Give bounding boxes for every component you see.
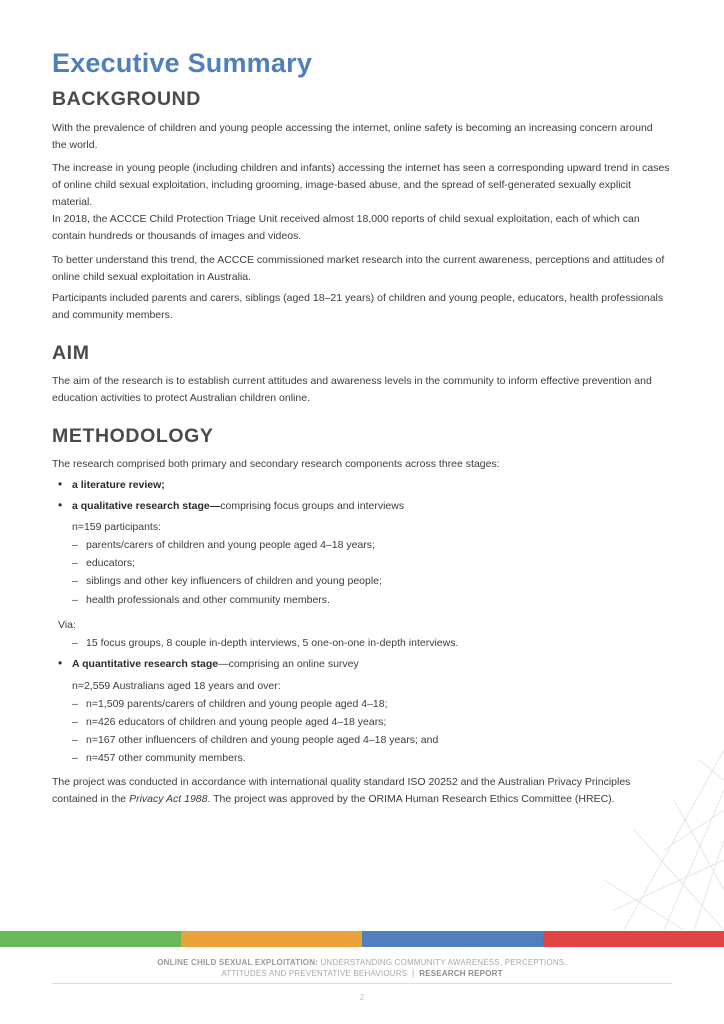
dash-marker: – bbox=[72, 557, 78, 569]
heading-methodology: METHODOLOGY bbox=[52, 425, 214, 447]
dash-marker: – bbox=[72, 575, 78, 587]
quant-list-item: n=167 other influencers of children and young people aged 4–18 years; and bbox=[86, 734, 439, 746]
page-number: 2 bbox=[359, 993, 365, 1002]
background-paragraph: The increase in young people (including children and infants) accessing the internet has seen a corresponding upward trend in cases of online child sexual exploitation, including grooming, image-based abuse, and the spread of self-generated sexually explicit material. bbox=[52, 162, 670, 208]
bullet-qualitative-stage: a qualitative research stage—comprising focus groups and interviews bbox=[72, 500, 405, 512]
via-item: 15 focus groups, 8 couple in-depth interviews, 5 one-on-one in-depth interviews. bbox=[86, 637, 459, 649]
dash-marker: – bbox=[72, 734, 78, 746]
closing-line-2: contained in the Privacy Act 1988. The project was approved by the ORIMA Human Research Ethics Committee (HREC). bbox=[52, 793, 615, 805]
heading-background: BACKGROUND bbox=[52, 88, 201, 110]
dash-marker: – bbox=[72, 698, 78, 710]
bullet-dot: • bbox=[58, 477, 63, 491]
bullet-dot: • bbox=[58, 498, 63, 512]
footer-title: ONLINE CHILD SEXUAL EXPLOITATION: UNDERSTANDING COMMUNITY AWARENESS, PERCEPTIONS, ATTITUDES AND PREVENTATIVE BEHAVIOURS | RESEARCH REPORT bbox=[157, 958, 567, 978]
qual-list-item: educators; bbox=[86, 557, 136, 569]
dash-marker: – bbox=[72, 716, 78, 728]
quant-list-item: n=426 educators of children and young people aged 4–18 years; bbox=[86, 716, 387, 728]
qualitative-participants: n=159 participants: bbox=[72, 521, 162, 533]
bar-red bbox=[543, 931, 724, 947]
bullet-literature-review: a literature review; bbox=[72, 479, 165, 491]
heading-aim: AIM bbox=[52, 342, 90, 364]
bar-green bbox=[0, 931, 181, 947]
bar-blue bbox=[362, 931, 543, 947]
footer-divider bbox=[52, 983, 672, 984]
bullet-dot: • bbox=[58, 656, 63, 670]
decorative-line-pattern bbox=[604, 740, 724, 930]
quantitative-participants: n=2,559 Australians aged 18 years and over: bbox=[72, 680, 281, 692]
qual-list-item: health professionals and other community members. bbox=[86, 594, 330, 606]
bullet-quantitative-stage: A quantitative research stage—comprising an online survey bbox=[72, 658, 359, 670]
dash-marker: – bbox=[72, 637, 78, 649]
background-paragraph: With the prevalence of children and young people accessing the internet, online safety is becoming an increasing concern around the world. bbox=[52, 122, 653, 151]
via-label: Via: bbox=[58, 619, 76, 631]
page-title: Executive Summary bbox=[52, 48, 313, 78]
qual-list-item: parents/carers of children and young people aged 4–18 years; bbox=[86, 539, 375, 551]
closing-line-1: The project was conducted in accordance with international quality standard ISO 20252 and the Australian Privacy Principles bbox=[52, 776, 631, 788]
methodology-intro: The research comprised both primary and secondary research components across three stages: bbox=[52, 458, 500, 470]
dash-marker: – bbox=[72, 539, 78, 551]
background-paragraph: In 2018, the ACCCE Child Protection Triage Unit received almost 18,000 reports of child sexual exploitation, each of which can contain hundreds or thousands of images and videos. bbox=[52, 213, 640, 242]
quant-list-item: n=457 other community members. bbox=[86, 752, 246, 764]
footer-color-bars bbox=[0, 931, 724, 947]
background-paragraph: To better understand this trend, the ACCCE commissioned market research into the current awareness, perceptions and attitudes of online child sexual exploitation in Australia. bbox=[52, 254, 665, 283]
qual-list-item: siblings and other key influencers of children and young people; bbox=[86, 575, 382, 587]
dash-marker: – bbox=[72, 594, 78, 606]
background-paragraph: Participants included parents and carers, siblings (aged 18–21 years) of children and young people, educators, health professionals and community members. bbox=[52, 292, 664, 321]
aim-paragraph: The aim of the research is to establish current attitudes and awareness levels in the community to inform effective prevention and education activities to protect Australian children online. bbox=[52, 375, 652, 404]
quant-list-item: n=1,509 parents/carers of children and young people aged 4–18; bbox=[86, 698, 388, 710]
bar-orange bbox=[181, 931, 362, 947]
dash-marker: – bbox=[72, 752, 78, 764]
